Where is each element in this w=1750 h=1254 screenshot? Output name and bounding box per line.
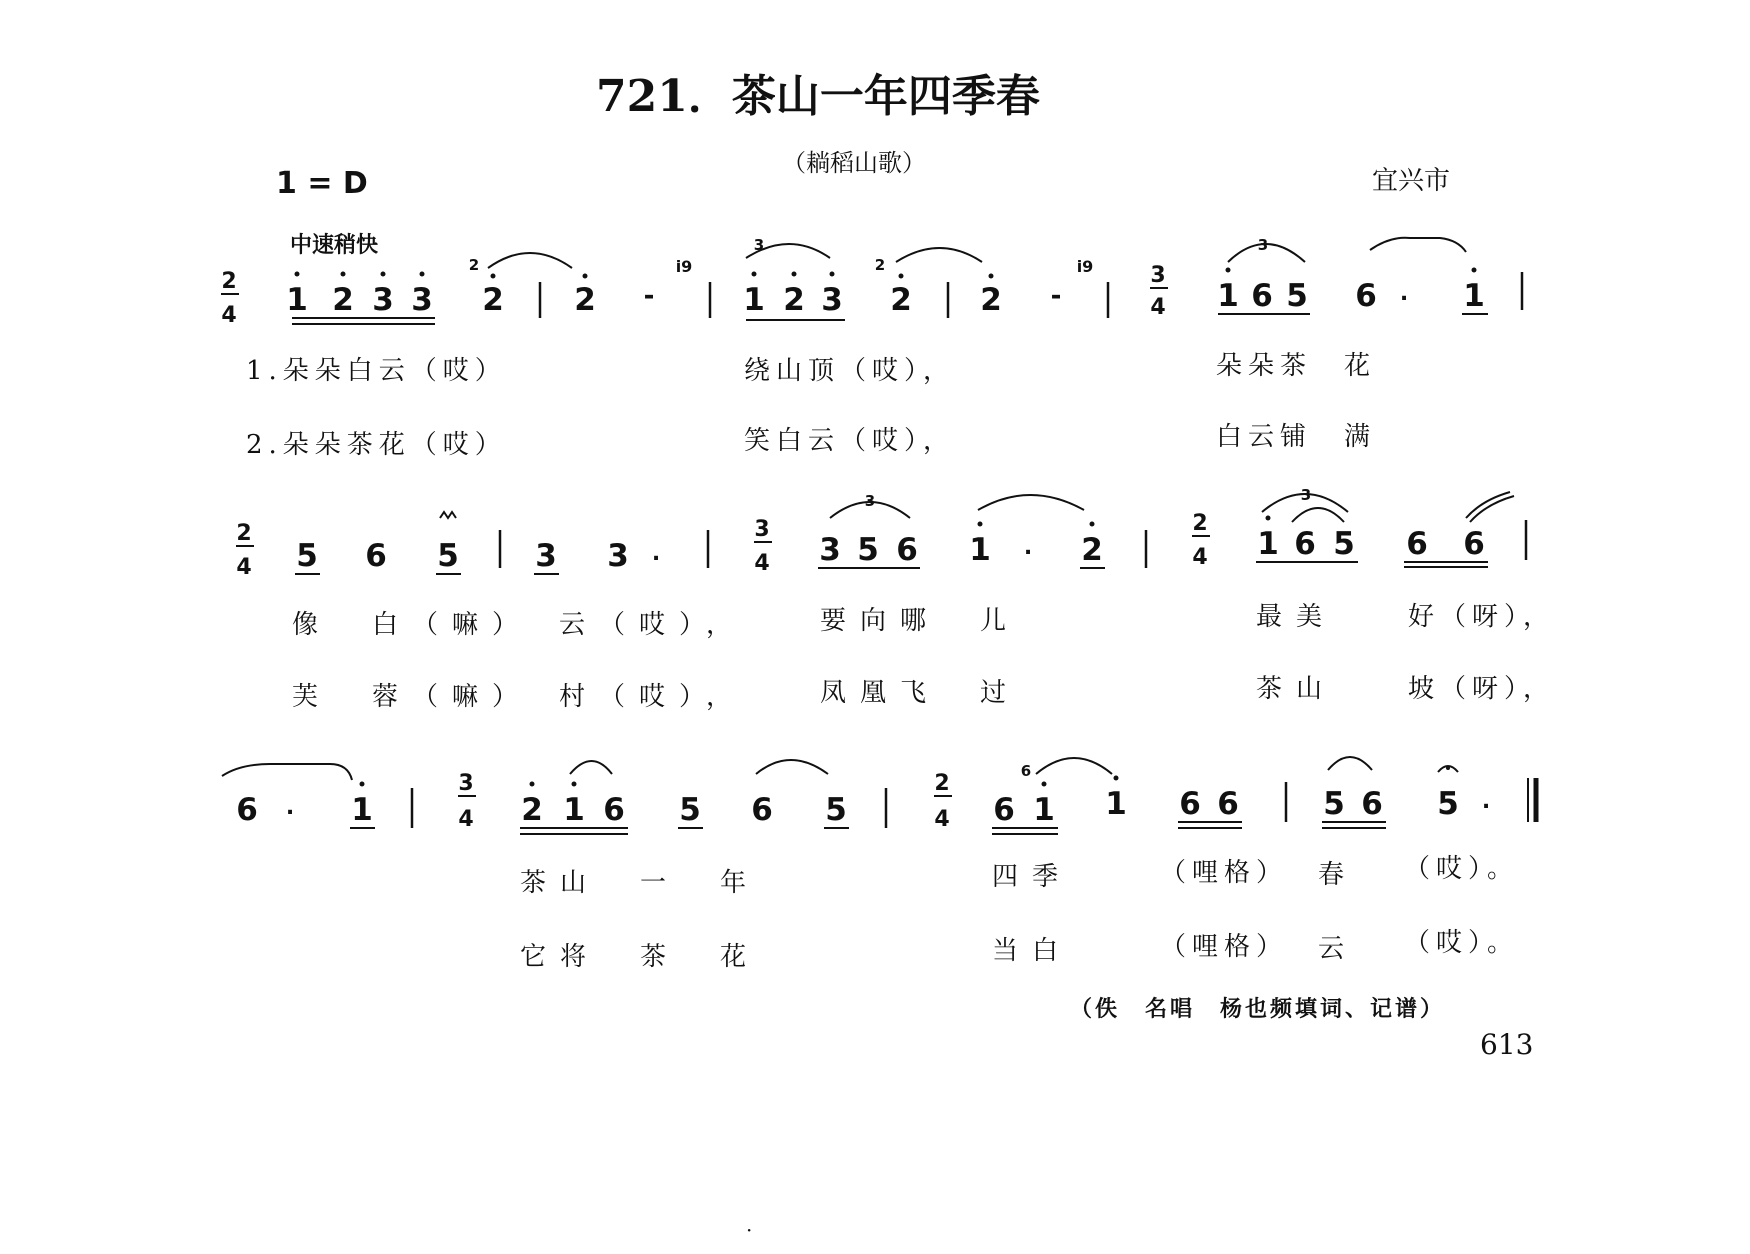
- note: 6: [1179, 786, 1201, 822]
- time-signature: [754, 517, 772, 576]
- svg-text:3: 3: [1300, 486, 1312, 504]
- note: 5: [1323, 786, 1345, 822]
- svg-text:i9: i9: [1076, 257, 1094, 276]
- note: 6: [1463, 526, 1485, 562]
- lyric-r1-v2-c: 白云铺 满: [1216, 422, 1377, 452]
- note: 2: [1081, 532, 1103, 568]
- note: 5: [679, 792, 701, 828]
- note: 3: [535, 538, 557, 574]
- note: 1: [1463, 278, 1485, 314]
- note: 2: [980, 282, 1002, 318]
- note: 5: [1286, 278, 1308, 314]
- svg-text:i9: i9: [675, 257, 693, 276]
- note: 2: [332, 282, 354, 318]
- svg-text:3: 3: [458, 771, 474, 796]
- note: 6: [751, 792, 773, 828]
- note: 1: [743, 282, 765, 318]
- svg-text:2: 2: [874, 256, 886, 274]
- lyric-r3-v1-a: 茶山 一 年: [520, 868, 761, 898]
- time-signature: [236, 521, 254, 580]
- note: 3: [372, 282, 394, 318]
- key-signature: 1 = D: [276, 166, 368, 201]
- region-label: 宜兴市: [1372, 166, 1451, 196]
- note: 1: [1217, 278, 1239, 314]
- svg-text:2: 2: [1192, 511, 1208, 536]
- svg-text:3: 3: [864, 492, 876, 510]
- note: 1: [1033, 792, 1055, 828]
- svg-text:4: 4: [458, 807, 474, 832]
- note: 1: [286, 282, 308, 318]
- svg-text:3: 3: [1150, 263, 1166, 288]
- time-signature: [1150, 263, 1168, 320]
- lyric-r2-v1-c: 最美: [1256, 602, 1337, 632]
- svg-text:4: 4: [754, 551, 770, 576]
- lyric-r1-v1-c: 朵朵茶 花: [1216, 351, 1377, 381]
- note: 6: [993, 792, 1015, 828]
- note: 5: [1333, 526, 1355, 562]
- note: 3: [821, 282, 843, 318]
- svg-text:3: 3: [753, 236, 765, 254]
- svg-text:4: 4: [934, 807, 950, 832]
- lyric-r2-v1-b: 要向哪 儿: [820, 606, 1021, 636]
- note: 2: [521, 792, 543, 828]
- stray-dot: ·: [746, 1218, 753, 1242]
- svg-text:2: 2: [236, 521, 252, 546]
- lyric-r3-v2-b: 当白: [992, 936, 1073, 966]
- note: 1: [1257, 526, 1279, 562]
- svg-text:2: 2: [934, 771, 950, 796]
- lyric-r3-v1-d: 春: [1318, 860, 1359, 890]
- svg-text:4: 4: [1150, 295, 1166, 320]
- svg-text:4: 4: [221, 303, 237, 328]
- note: 6: [236, 792, 258, 828]
- note: 1: [969, 532, 991, 568]
- time-signature: [934, 771, 952, 832]
- lyric-r2-v1-d: 好（呀），: [1408, 602, 1556, 632]
- lyric-r1-v1-b: 绕山顶（哎），: [744, 356, 956, 386]
- svg-text:.: .: [1481, 789, 1491, 814]
- credit-line: （佚 名唱 杨也频填词、记谱）: [1070, 996, 1446, 1022]
- note: 3: [819, 532, 841, 568]
- note: 6: [1294, 526, 1316, 562]
- svg-text:.: .: [1399, 281, 1409, 306]
- svg-text:2: 2: [468, 256, 480, 274]
- note: 6: [1251, 278, 1273, 314]
- score-row-3: [222, 757, 1536, 834]
- lyric-r1-v1-a: 1.朵朵白云（哎）: [246, 356, 507, 386]
- note: 1: [563, 792, 585, 828]
- note: 5: [296, 538, 318, 574]
- note: 3: [411, 282, 433, 318]
- lyric-r2-v2-a: 芙 蓉（嘛） 村（哎），: [292, 682, 747, 712]
- note: 2: [482, 282, 504, 318]
- note: 6: [1355, 278, 1377, 314]
- svg-text:-: -: [1050, 281, 1062, 311]
- song-title: 721．茶山一年四季春: [596, 71, 1040, 122]
- note: 2: [574, 282, 596, 318]
- page-number: 613: [1480, 1028, 1534, 1061]
- time-signature: [458, 771, 476, 832]
- lyric-r1-v2-b: 笑白云（哎），: [744, 426, 956, 456]
- lyric-r2-v2-d: 坡（呀），: [1408, 674, 1556, 704]
- svg-text:.: .: [285, 795, 295, 820]
- time-signature: [221, 269, 239, 328]
- lyric-r1-v2-a: 2.朵朵茶花（哎）: [246, 430, 507, 460]
- note: 6: [603, 792, 625, 828]
- note: 6: [896, 532, 918, 568]
- lyric-r2-v2-c: 茶山: [1256, 674, 1337, 704]
- lyric-r3-v1-b: 四季: [992, 862, 1073, 892]
- svg-text:.: .: [1023, 535, 1033, 560]
- lyric-r2-v2-b: 凤凰飞 过: [820, 678, 1021, 708]
- note: 1: [1105, 786, 1127, 822]
- note: 6: [365, 538, 387, 574]
- note: 3: [607, 538, 629, 574]
- tempo-marking: 中速稍快: [290, 233, 379, 258]
- svg-text:2: 2: [221, 269, 237, 294]
- note: 6: [1406, 526, 1428, 562]
- lyric-r3-v1-c: （哩格）: [1160, 858, 1289, 888]
- svg-text:.: .: [651, 541, 661, 566]
- note: 5: [857, 532, 879, 568]
- lyric-r3-v2-d: 云: [1318, 934, 1359, 964]
- note: 5: [1437, 786, 1459, 822]
- svg-text:3: 3: [1257, 236, 1269, 254]
- note: 6: [1361, 786, 1383, 822]
- score-row-1: [221, 236, 1522, 328]
- lyric-r3-v2-e: （哎）。: [1404, 928, 1520, 958]
- note: 2: [783, 282, 805, 318]
- svg-text:6: 6: [1020, 762, 1032, 780]
- lyric-r3-v1-e: （哎）。: [1404, 854, 1520, 884]
- svg-text:4: 4: [236, 555, 252, 580]
- note: 6: [1217, 786, 1239, 822]
- note: 2: [890, 282, 912, 318]
- song-subtitle: （耥稻山歌）: [782, 149, 926, 177]
- note: 5: [825, 792, 847, 828]
- time-signature: [1192, 511, 1210, 570]
- svg-text:-: -: [643, 281, 655, 311]
- note: 1: [351, 792, 373, 828]
- score-row-2: [236, 486, 1526, 580]
- svg-text:4: 4: [1192, 545, 1208, 570]
- lyric-r3-v2-c: （哩格）: [1160, 932, 1289, 962]
- note: 5: [437, 538, 459, 574]
- lyric-r3-v2-a: 它将 茶 花: [520, 942, 761, 972]
- svg-text:3: 3: [754, 517, 770, 542]
- lyric-r2-v1-a: 像 白（嘛） 云（哎），: [292, 610, 747, 640]
